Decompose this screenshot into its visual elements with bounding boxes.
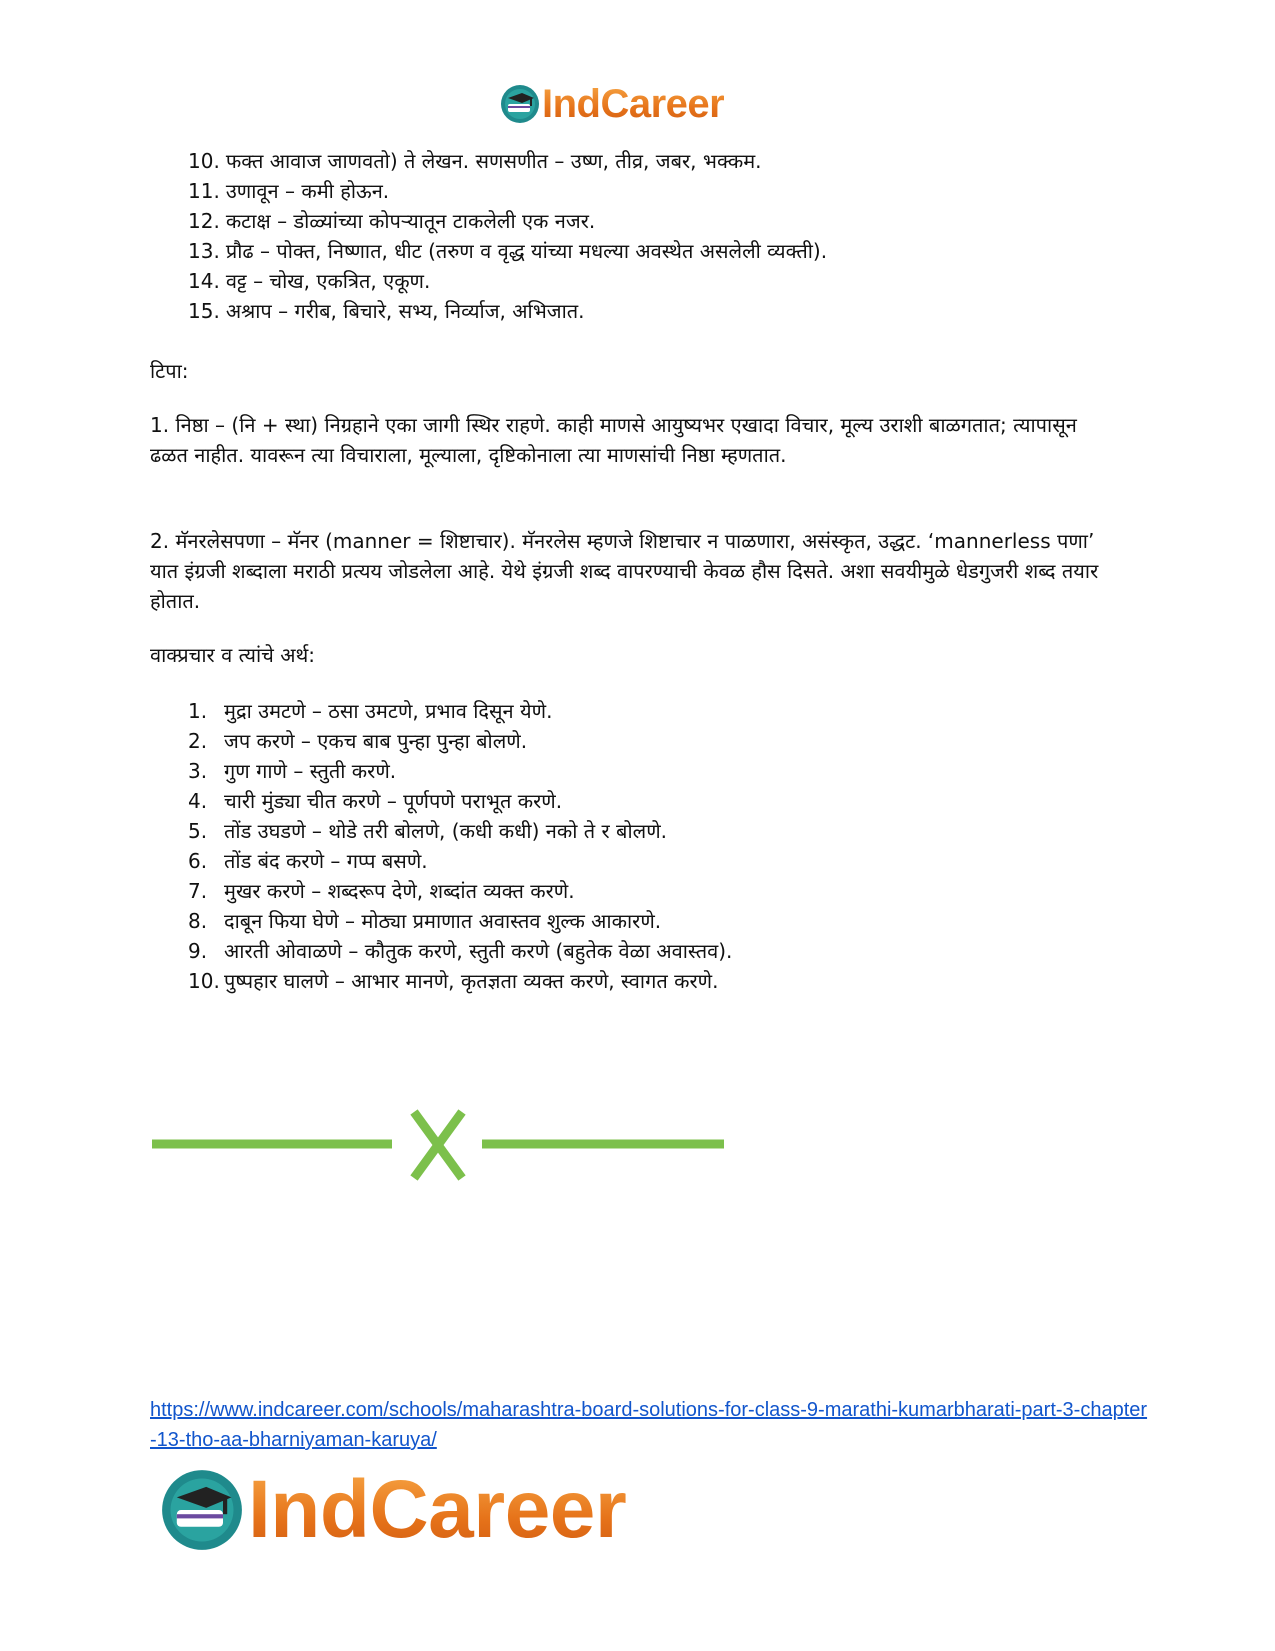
phrases-heading: वाक्प्रचार व त्यांचे अर्थ: bbox=[150, 643, 316, 667]
list-item-text: वट्ट – चोख, एकत्रित, एकूण. bbox=[225, 269, 431, 293]
list-item bbox=[188, 936, 1148, 966]
list-item-number: 13. bbox=[188, 239, 220, 263]
list-item bbox=[188, 236, 1148, 266]
note-paragraph-nishtha: 1. निष्ठा – (नि + स्था) निग्रहाने एका जागी स्थिर राहणे. काही माणसे आयुष्यभर एखादा विचार, मूल्य उराशी बाळगतात; त्यापासून ढळत नाहीत. यावरून त्या विचाराला, मूल्याला, दृष्टिकोनाला त्या माणसांची निष्ठा म्हणतात. bbox=[150, 413, 1077, 467]
list-item-text: कटाक्ष – डोळ्यांच्या कोपऱ्यातून टाकलेली एक नजर. bbox=[225, 209, 596, 233]
list-item bbox=[188, 966, 1148, 996]
logo-wordmark: IndCareer bbox=[542, 82, 725, 126]
graduation-cap-book-icon bbox=[500, 84, 540, 124]
list-item-number: 11. bbox=[188, 179, 220, 203]
list-item-number: 10. bbox=[188, 969, 220, 993]
note-paragraph-mannerlesspana: 2. मॅनरलेसपणा – मॅनर (manner = शिष्टाचार). मॅनरलेस म्हणजे शिष्टाचार न पाळणारा, असंस्कृत, उद्धट. ‘mannerless पणा’ यात इंग्रजी शब्दाला मराठी प्रत्यय जोडलेला आहे. येथे इंग्रजी शब्द वापरण्याची केवळ हौस दिसते. अशा सवयीमुळे धेडगुजरी शब्द तयार होतात. bbox=[150, 529, 1099, 613]
list-item bbox=[188, 906, 1148, 936]
list-item-number: 12. bbox=[188, 209, 220, 233]
footer-logo bbox=[160, 1460, 626, 1560]
list-item bbox=[188, 296, 1148, 326]
list-item-text: प्रौढ – पोक्त, निष्णात, धीट (तरुण व वृद्ध यांच्या मधल्या अवस्थेत असलेली व्यक्ती). bbox=[225, 239, 828, 263]
list-item-number: 2. bbox=[188, 729, 208, 753]
meanings-list-continued bbox=[188, 146, 1148, 326]
end-divider bbox=[152, 1108, 752, 1188]
list-item-text: मुद्रा उमटणे – ठसा उमटणे, प्रभाव दिसून येणे. bbox=[224, 699, 553, 723]
list-item-text: गुण गाणे – स्तुती करणे. bbox=[224, 759, 397, 783]
list-item bbox=[188, 816, 1148, 846]
list-item-number: 8. bbox=[188, 909, 208, 933]
list-item-number: 4. bbox=[188, 789, 208, 813]
list-item bbox=[188, 146, 1148, 176]
list-item-number: 1. bbox=[188, 699, 208, 723]
list-item bbox=[188, 726, 1148, 756]
notes-heading: टिपा: bbox=[150, 359, 189, 383]
list-item-number: 14. bbox=[188, 269, 220, 293]
list-item-text: आरती ओवाळणे – कौतुक करणे, स्तुती करणे (बहुतेक वेळा अवास्तव). bbox=[224, 939, 733, 963]
list-item-number: 7. bbox=[188, 879, 208, 903]
list-item bbox=[188, 266, 1148, 296]
list-item-text: दाबून फिया घेणे – मोठ्या प्रमाणात अवास्तव शुल्क आकारणे. bbox=[224, 909, 662, 933]
list-item bbox=[188, 696, 1148, 726]
list-item-text: फक्त आवाज जाणवतो) ते लेखन. सणसणीत – उष्ण, तीव्र, जबर, भक्कम. bbox=[225, 149, 762, 173]
list-item bbox=[188, 206, 1148, 236]
list-item bbox=[188, 176, 1148, 206]
list-item bbox=[188, 846, 1148, 876]
list-item-text: पुष्पहार घालणे – आभार मानणे, कृतज्ञता व्यक्त करणे, स्वागत करणे. bbox=[224, 969, 719, 993]
source-url-link[interactable]: https://www.indcareer.com/schools/maharashtra-board-solutions-for-class-9-marathi-kumarbharati-part-3-chapter-13-tho-aa-bharniyaman-karuya/ bbox=[150, 1399, 1148, 1451]
graduation-cap-book-icon bbox=[160, 1468, 244, 1552]
list-item-text: चारी मुंड्या चीत करणे – पूर्णपणे पराभूत करणे. bbox=[224, 789, 563, 813]
list-item bbox=[188, 786, 1148, 816]
list-item-text: उणावून – कमी होऊन. bbox=[225, 179, 390, 203]
logo-wordmark: IndCareer bbox=[248, 1464, 627, 1555]
list-item-number: 10. bbox=[188, 149, 220, 173]
list-item-number: 3. bbox=[188, 759, 208, 783]
list-item-number: 6. bbox=[188, 849, 208, 873]
list-item-number: 15. bbox=[188, 299, 220, 323]
list-item-text: जप करणे – एकच बाब पुन्हा पुन्हा बोलणे. bbox=[224, 729, 528, 753]
list-item-text: तोंड उघडणे – थोडे तरी बोलणे, (कधी कधी) नको ते र बोलणे. bbox=[224, 819, 668, 843]
list-item-text: तोंड बंद करणे – गप्प बसणे. bbox=[224, 849, 428, 873]
list-item bbox=[188, 876, 1148, 906]
list-item-text: मुखर करणे – शब्दरूप देणे, शब्दांत व्यक्त करणे. bbox=[224, 879, 575, 903]
list-item-text: अश्राप – गरीब, बिचारे, सभ्य, निर्व्याज, अभिजात. bbox=[225, 299, 585, 323]
phrases-list bbox=[188, 696, 1148, 996]
list-item-number: 9. bbox=[188, 939, 208, 963]
list-item bbox=[188, 756, 1148, 786]
header-logo bbox=[500, 78, 724, 130]
list-item-number: 5. bbox=[188, 819, 208, 843]
